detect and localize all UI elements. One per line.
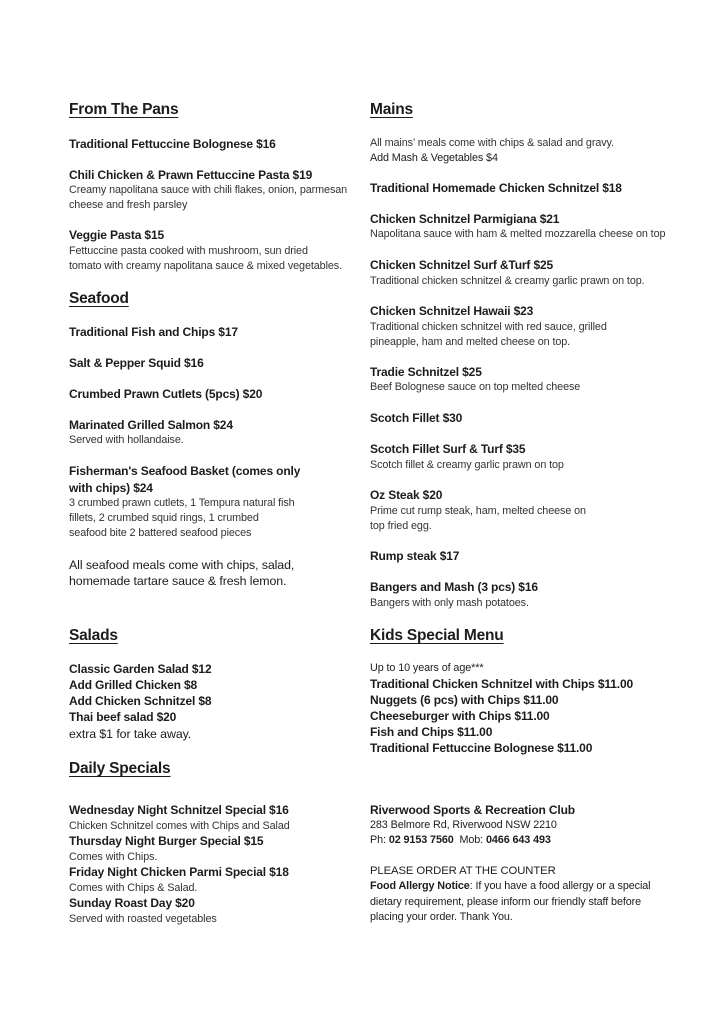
seafood-note: All seafood meals come with chips, salad, (69, 558, 295, 572)
kids-menu-item: Traditional Fettuccine Bolognese $11.00 (370, 741, 593, 755)
menu-item-title: Traditional Fettuccine Bolognese $16 (69, 137, 276, 151)
menu-item-title: Rump steak $17 (370, 549, 460, 563)
kids-age-note: Up to 10 years of age*** (370, 662, 484, 674)
menu-item-title: Oz Steak $20 (370, 488, 443, 502)
menu-item-title: Scotch Fillet $30 (370, 411, 463, 425)
menu-item-title: Tradie Schnitzel $25 (370, 365, 482, 379)
section-heading-daily-specials: Daily Specials (69, 760, 171, 777)
menu-item-description: Comes with Chips. (69, 851, 158, 863)
menu-item-title: with chips) $24 (69, 481, 153, 495)
kids-menu-item: Cheeseburger with Chips $11.00 (370, 709, 550, 723)
menu-item-title: Salt & Pepper Squid $16 (69, 356, 204, 370)
allergy-label: Food Allergy Notice (370, 880, 470, 892)
phone-label: Ph: (370, 834, 389, 846)
section-heading-salads: Salads (69, 627, 118, 644)
kids-menu-item: Traditional Chicken Schnitzel with Chips $11.00 (370, 677, 634, 691)
food-allergy-notice (370, 879, 670, 926)
menu-item-title: Fisherman's Seafood Basket (comes only (69, 464, 301, 478)
menu-item-description: Comes with Chips & Salad. (69, 882, 198, 894)
club-name: Riverwood Sports & Recreation Club (370, 803, 575, 817)
menu-item-description: Beef Bolognese sauce on top melted cheese (370, 381, 581, 393)
allergy-text: : If you have a food allergy or a special dietary requirement, please inform our friendly staff before placing your order. Thank You. (370, 880, 651, 923)
menu-item-description: Served with hollandaise. (69, 434, 184, 446)
club-address: 283 Belmore Rd, Riverwood NSW 2210 (370, 819, 557, 831)
menu-item-title: Classic Garden Salad $12 (69, 662, 212, 676)
club-phone-line (370, 833, 551, 849)
menu-item-title: Chicken Schnitzel Surf &Turf $25 (370, 258, 554, 272)
menu-item-description: Served with roasted vegetables (69, 913, 217, 925)
salads-note: extra $1 for take away. (69, 727, 192, 741)
menu-item-description: top fried egg. (370, 520, 432, 532)
menu-item-title: Sunday Roast Day $20 (69, 896, 195, 910)
menu-item-description: Traditional chicken schnitzel & creamy garlic prawn on top. (370, 275, 645, 287)
mobile-number: 0466 643 493 (485, 834, 551, 846)
menu-item-description: Napolitana sauce with ham & melted mozzarella cheese on top (370, 228, 666, 240)
menu-item-title: Add Chicken Schnitzel $8 (69, 694, 212, 708)
menu-item-title: Chicken Schnitzel Parmigiana $21 (370, 212, 560, 226)
order-at-counter-notice: PLEASE ORDER AT THE COUNTER (370, 865, 556, 877)
section-heading-from-the-pans: From The Pans (69, 101, 179, 118)
menu-item-description: tomato with creamy napolitana sauce & mixed vegetables. (69, 260, 342, 272)
menu-item-title: Marinated Grilled Salmon $24 (69, 418, 233, 432)
menu-item-description: Prime cut rump steak, ham, melted cheese on (370, 505, 586, 517)
menu-item-description: Fettuccine pasta cooked with mushroom, sun dried (69, 245, 308, 257)
menu-item-description: Scotch fillet & creamy garlic prawn on top (370, 459, 564, 471)
menu-item-title: Chicken Schnitzel Hawaii $23 (370, 304, 534, 318)
menu-item-description: seafood bite 2 battered seafood pieces (69, 527, 252, 539)
menu-item-title: Wednesday Night Schnitzel Special $16 (69, 803, 289, 817)
mains-add-on: Add Mash & Vegetables $4 (370, 152, 498, 164)
seafood-note: homemade tartare sauce & fresh lemon. (69, 574, 287, 588)
kids-menu-item: Fish and Chips $11.00 (370, 725, 493, 739)
menu-item-title: Thai beef salad $20 (69, 710, 177, 724)
menu-item-title: Add Grilled Chicken $8 (69, 678, 198, 692)
menu-item-description: Creamy napolitana sauce with chili flakes, onion, parmesan (69, 184, 348, 196)
mobile-label: Mob: (453, 834, 486, 846)
menu-item-title: Veggie Pasta $15 (69, 228, 164, 242)
menu-item-title: Bangers and Mash (3 pcs) $16 (370, 580, 538, 594)
menu-item-description: Chicken Schnitzel comes with Chips and Salad (69, 820, 290, 832)
menu-item-title: Traditional Fish and Chips $17 (69, 325, 238, 339)
menu-item-description: cheese and fresh parsley (69, 199, 188, 211)
menu-item-title: Scotch Fillet Surf & Turf $35 (370, 442, 526, 456)
kids-menu-item: Nuggets (6 pcs) with Chips $11.00 (370, 693, 559, 707)
menu-item-title: Friday Night Chicken Parmi Special $18 (69, 865, 289, 879)
menu-item-description: Traditional chicken schnitzel with red sauce, grilled (370, 321, 607, 333)
mains-intro: All mains’ meals come with chips & salad and gravy. (370, 137, 614, 149)
section-heading-kids-special-menu: Kids Special Menu (370, 627, 504, 644)
section-heading-mains: Mains (370, 101, 413, 118)
menu-item-description: fillets, 2 crumbed squid rings, 1 crumbed (69, 512, 259, 524)
menu-item-description: pineapple, ham and melted cheese on top. (370, 336, 571, 348)
menu-item-title: Chili Chicken & Prawn Fettuccine Pasta $19 (69, 168, 313, 182)
menu-item-description: Bangers with only mash potatoes. (370, 597, 529, 609)
menu-item-title: Traditional Homemade Chicken Schnitzel $18 (370, 181, 622, 195)
section-heading-seafood: Seafood (69, 290, 129, 307)
menu-item-title: Crumbed Prawn Cutlets (5pcs) $20 (69, 387, 263, 401)
menu-item-description: 3 crumbed prawn cutlets, 1 Tempura natural fish (69, 497, 295, 509)
phone-number: 02 9153 7560 (388, 834, 454, 846)
menu-item-title: Thursday Night Burger Special $15 (69, 834, 264, 848)
